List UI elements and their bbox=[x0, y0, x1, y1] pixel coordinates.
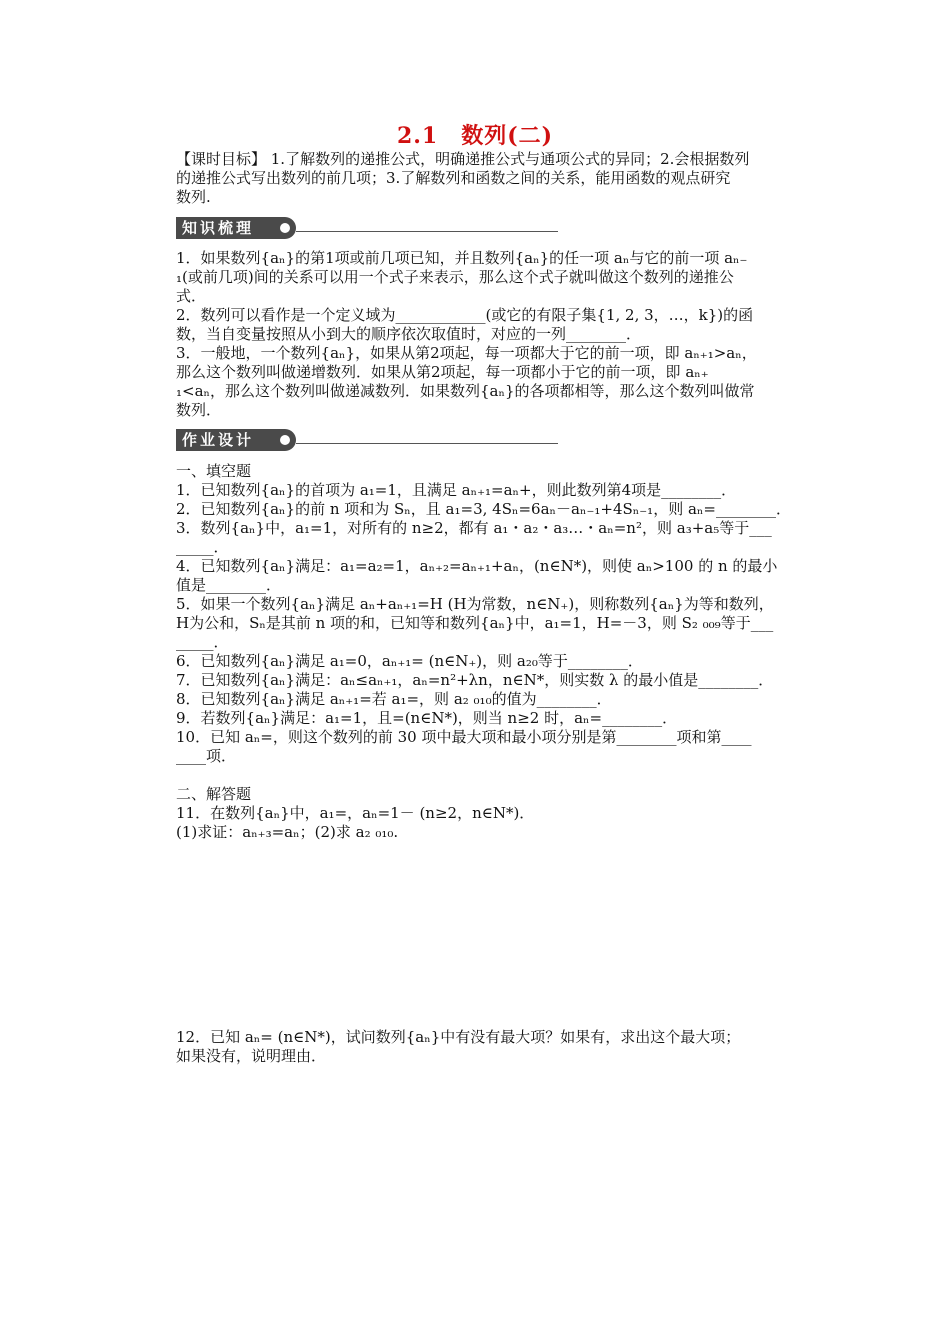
homework-line: 7．已知数列{aₙ}满足：aₙ≤aₙ₊₁，aₙ=n²+λn，n∈N*，则实数 λ 的最小值是________． bbox=[176, 671, 774, 689]
knowledge-line: 数列． bbox=[176, 401, 222, 419]
knowledge-summary bbox=[176, 249, 808, 420]
question-12 bbox=[176, 1028, 808, 1066]
homework-exercises bbox=[176, 462, 808, 861]
homework-line: (1)求证：aₙ₊₃=aₙ；(2)求 a₂ ₀₁₀. bbox=[176, 823, 399, 841]
bullet-dot-icon bbox=[280, 223, 290, 233]
homework-line: _____． bbox=[176, 538, 229, 556]
goals-line: 的递推公式写出数列的前几项；3.了解数列和函数之间的关系，能用函数的观点研究 bbox=[176, 169, 731, 187]
knowledge-line: 3．一般地，一个数列{aₙ}，如果从第2项起，每一项都大于它的前一项，即 aₙ₊₁>aₙ， bbox=[176, 344, 757, 362]
q12-line: 12．已知 aₙ= (n∈N*)，试问数列{aₙ}中有没有最大项？如果有，求出这个最大项； bbox=[176, 1028, 741, 1046]
knowledge-line: ₁(或前几项)间的关系可以用一个式子来表示，那么这个式子就叫做这个数列的递推公 bbox=[176, 268, 734, 286]
homework-line: H为公和，Sₙ是其前 n 项的和，已知等和数列{aₙ}中，a₁=1，H=－3，则 S₂ ₀₀₉等于___ bbox=[176, 614, 774, 632]
homework-line: _____． bbox=[176, 633, 229, 651]
homework-line: 10．已知 aₙ=，则这个数列的前 30 项中最大项和最小项分别是第________项和第____ bbox=[176, 728, 752, 746]
homework-line: 4．已知数列{aₙ}满足：a₁=a₂=1，aₙ₊₂=aₙ₊₁+aₙ，(n∈N*)，则使 aₙ>100 的 n 的最小 bbox=[176, 557, 778, 575]
section-header-homework bbox=[176, 429, 558, 451]
section-rule bbox=[296, 231, 558, 232]
section-header-knowledge bbox=[176, 217, 558, 239]
knowledge-line: 1．如果数列{aₙ}的第1项或前几项已知，并且数列{aₙ}的任一项 aₙ与它的前一项 aₙ₋ bbox=[176, 249, 748, 267]
section-label: 知识梳理 bbox=[176, 217, 296, 239]
homework-line bbox=[176, 842, 808, 861]
homework-line: 1．已知数列{aₙ}的首项为 a₁=1，且满足 aₙ₊₁=aₙ+，则此数列第4项是________． bbox=[176, 481, 737, 499]
homework-line: 3．数列{aₙ}中，a₁=1，对所有的 n≥2，都有 a₁・a₂・a₃…・aₙ=n²，则 a₃+a₅等于___ bbox=[176, 519, 772, 537]
q12-line: 如果没有，说明理由． bbox=[176, 1047, 327, 1065]
homework-line: 8．已知数列{aₙ}满足 aₙ₊₁=若 a₁=，则 a₂ ₀₁₀的值为________． bbox=[176, 690, 612, 708]
bullet-dot-icon bbox=[280, 435, 290, 445]
knowledge-line: ₁<aₙ，那么这个数列叫做递减数列．如果数列{aₙ}的各项都相等，那么这个数列叫做常 bbox=[176, 382, 755, 400]
homework-line: 9．若数列{aₙ}满足：a₁=1，且=(n∈N*)，则当 n≥2 时，aₙ=________． bbox=[176, 709, 678, 727]
knowledge-line: 那么这个数列叫做递增数列．如果从第2项起，每一项都小于它的前一项，即 aₙ₊ bbox=[176, 363, 709, 381]
homework-line: 一、填空题 bbox=[176, 462, 252, 480]
section-label: 作业设计 bbox=[176, 429, 296, 451]
page-title: 2.1 数列(二) bbox=[396, 123, 554, 149]
homework-line: 值是________． bbox=[176, 576, 282, 594]
knowledge-line: 式． bbox=[176, 287, 207, 305]
homework-line: 二、解答题 bbox=[176, 785, 252, 803]
homework-line: 6．已知数列{aₙ}满足 a₁=0，aₙ₊₁= (n∈N₊)，则 a₂₀等于________． bbox=[176, 652, 643, 670]
homework-line: ____项． bbox=[176, 747, 237, 765]
homework-line: 2．已知数列{aₙ}的前 n 项和为 Sₙ，且 a₁=3, 4Sₙ=6aₙ－aₙ₋₁+4Sₙ₋₁，则 aₙ=________． bbox=[176, 500, 791, 518]
homework-line bbox=[176, 766, 808, 785]
section-rule bbox=[296, 443, 558, 444]
knowledge-line: 2．数列可以看作是一个定义域为____________(或它的有限子集{1, 2, 3，…，k})的函 bbox=[176, 306, 754, 324]
goals-line: 【课时目标】 1.了解数列的递推公式，明确递推公式与通项公式的异同；2.会根据数列 bbox=[176, 150, 750, 168]
homework-line: 11．在数列{aₙ}中，a₁=，aₙ=1－ (n≥2，n∈N*)． bbox=[176, 804, 535, 822]
lesson-goals bbox=[176, 150, 808, 207]
homework-line: 5．如果一个数列{aₙ}满足 aₙ+aₙ₊₁=H (H为常数，n∈N₊)，则称数列{aₙ}为等和数列， bbox=[176, 595, 774, 613]
goals-line: 数列. bbox=[176, 188, 211, 206]
knowledge-line: 数，当自变量按照从小到大的顺序依次取值时，对应的一列________． bbox=[176, 325, 642, 343]
